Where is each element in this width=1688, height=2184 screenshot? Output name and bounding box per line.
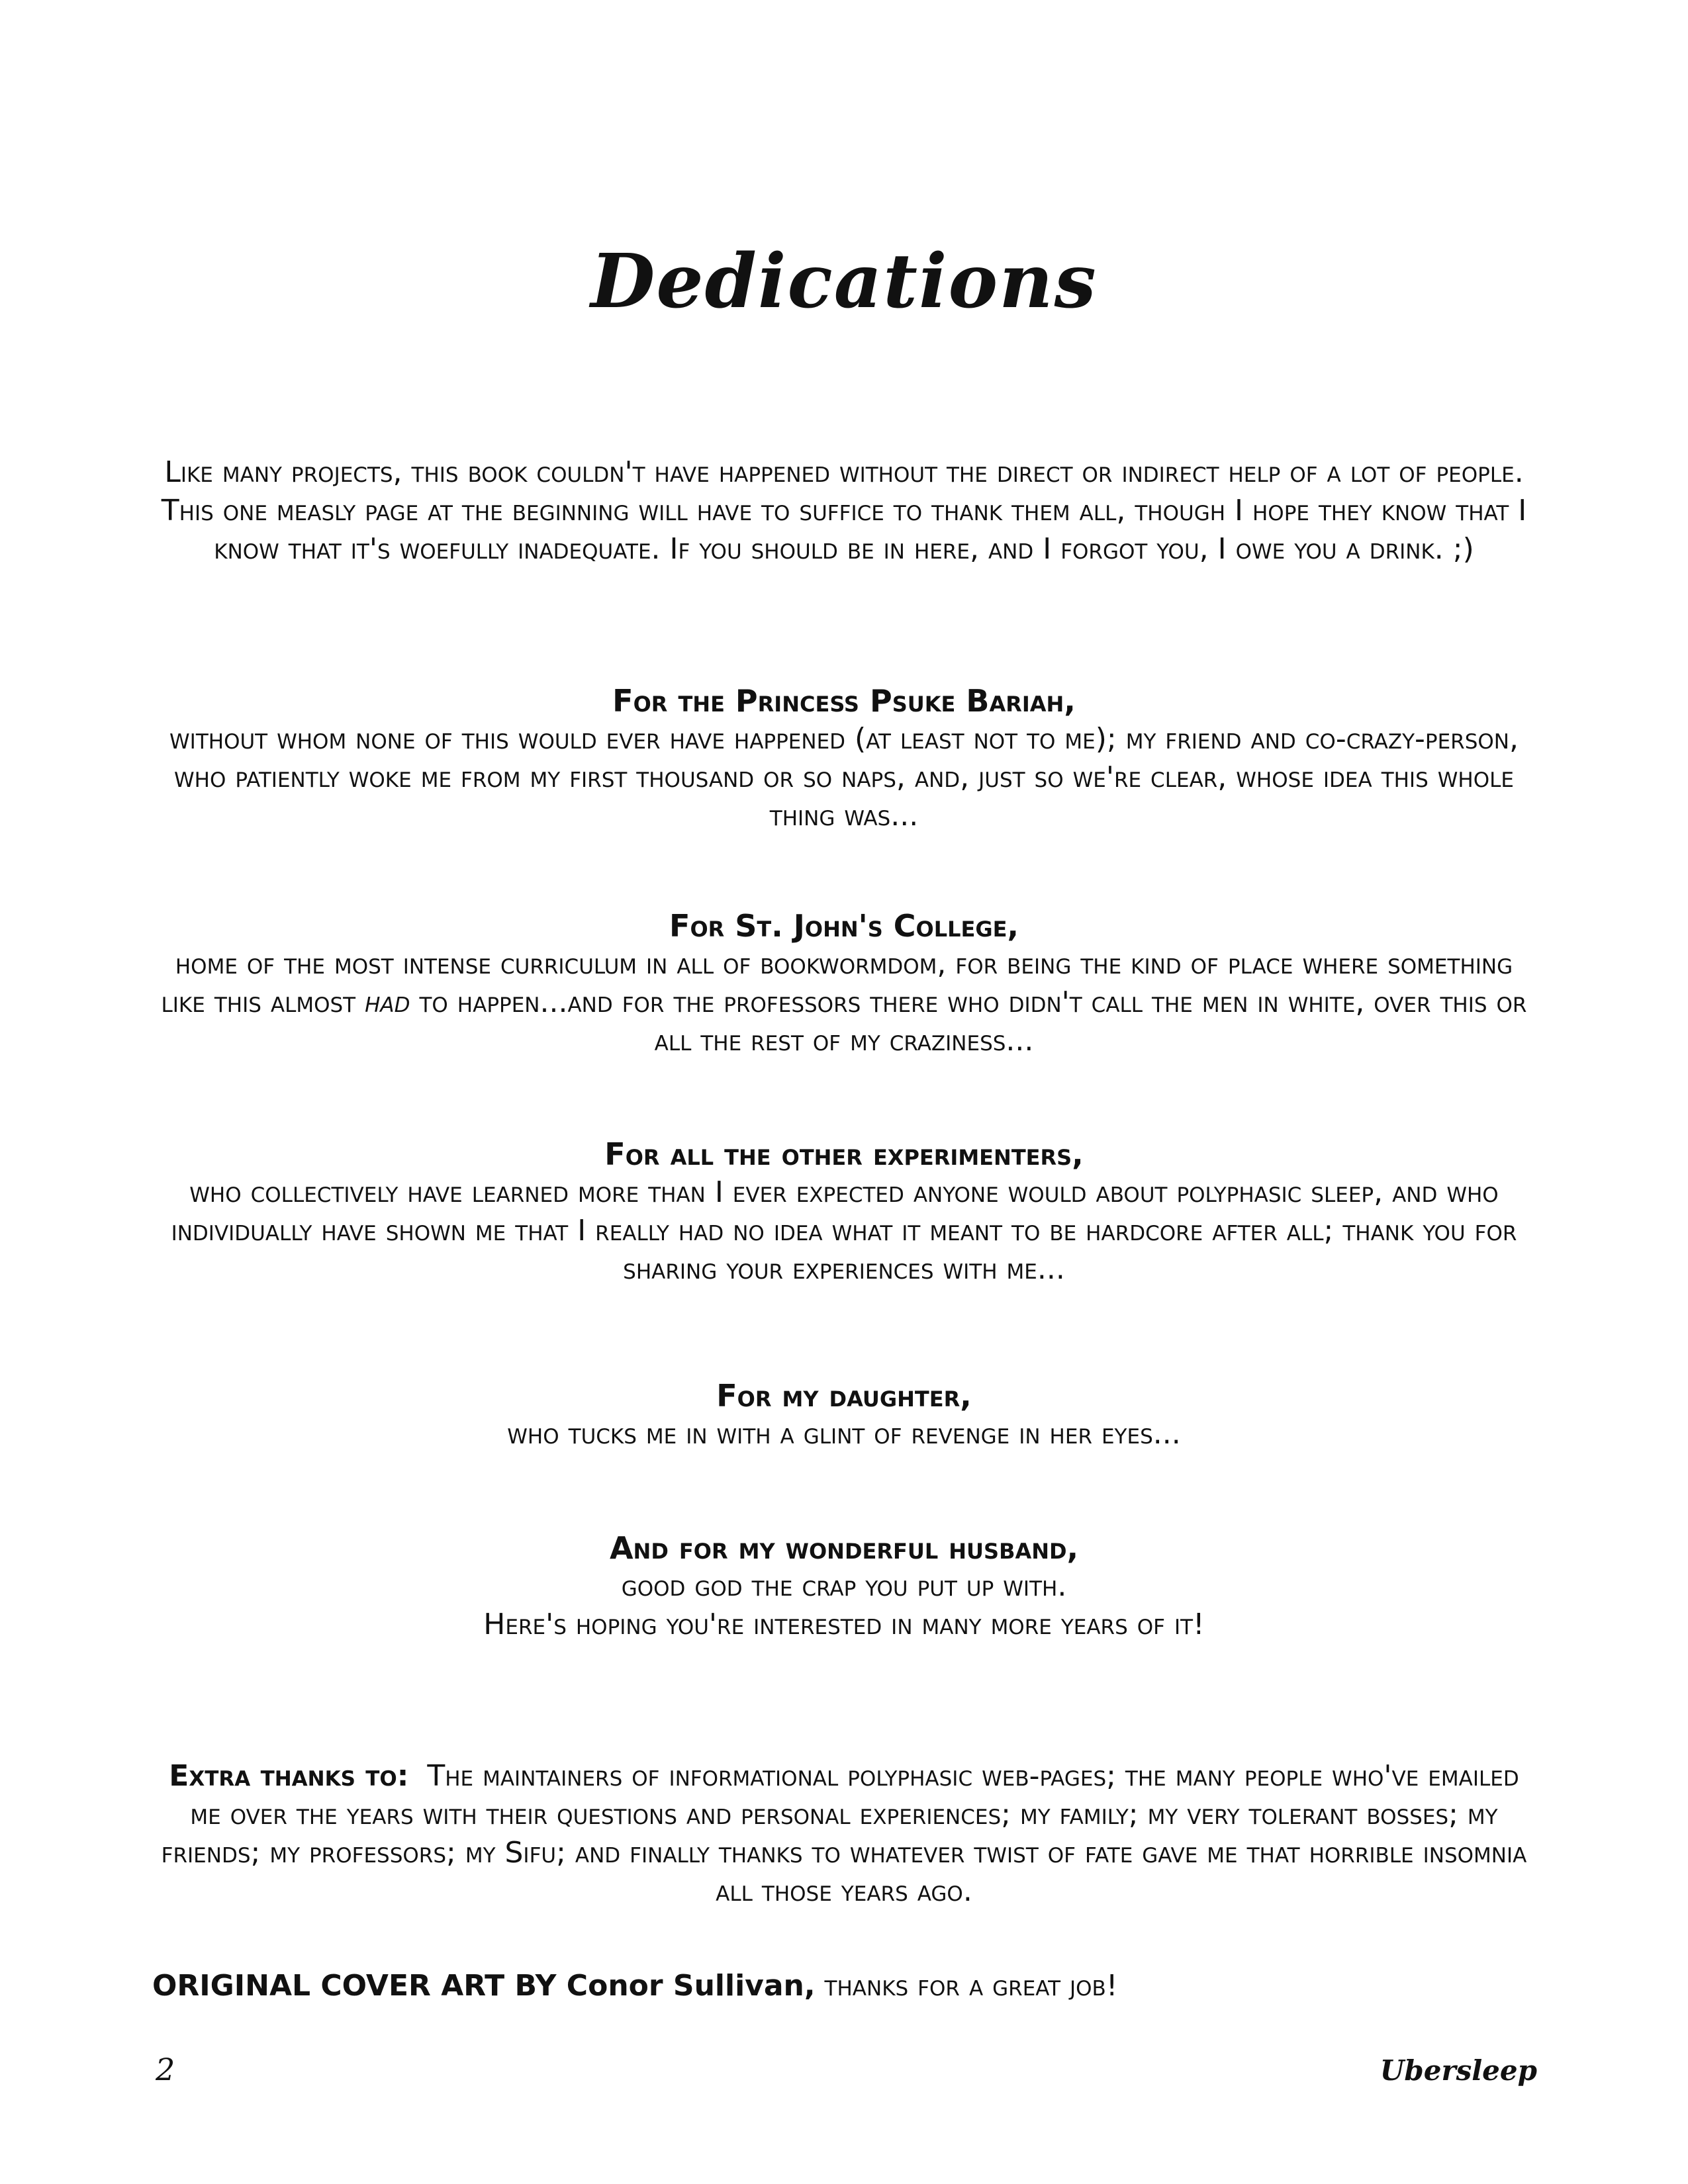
intro-paragraph: Like many projects, this book couldn't have happened without the direct or indirect help of a lot of people. This one measly page at the beginning will have to suffice to thank them all, though I hope they know that I know that it's woefully inadequate. If you should be in here, and I forgot you, I owe you a drink. ;): [161, 455, 1527, 566]
cover-art-label: ORIGINAL COVER ART BY Conor Sullivan,: [152, 1969, 816, 2003]
emphasis-text: had: [365, 985, 410, 1019]
dedication-body-line-2: Here's hoping you're interested in many more years of it!: [483, 1608, 1205, 1641]
dedication-husband: [152, 1529, 1536, 1644]
page-number: 2: [156, 2052, 175, 2087]
cover-art-text: thanks for a great job!: [815, 1969, 1118, 2003]
cover-art-credit: [152, 1967, 1542, 2005]
dedication-body-end: to happen...and for the professors there who didn't call the men in white, over this or all the rest of my craziness...: [410, 985, 1527, 1058]
extra-thanks: [152, 1757, 1536, 1911]
dedication-body-line-1: good god the crap you put up with.: [621, 1569, 1067, 1603]
dedication-heading: And for my wonderful husband,: [609, 1530, 1079, 1566]
dedication-heading: For the Princess Psuke Bariah,: [612, 683, 1076, 719]
dedication-body-start: home of the most intense curriculum in all of bookwormdom, for being the kind of place where something like this almost: [161, 947, 1513, 1019]
dedication-heading: For my daughter,: [716, 1378, 972, 1414]
dedication-heading: For all the other experimenters,: [604, 1136, 1084, 1172]
extra-thanks-text: The maintainers of informational polyphasic web-pages; the many people who've emailed me over the years with their questions and personal experiences; my family; my very tolerant bosses; my friends; my professors; my Sifu; and finally thanks to whatever twist of fate gave me that horrible insomnia all those years ago.: [161, 1759, 1536, 1908]
page-title: Dedications: [590, 238, 1098, 325]
extra-thanks-label: Extra thanks to:: [169, 1759, 409, 1793]
dedication-daughter: [152, 1377, 1536, 1453]
dedication-body: who tucks me in with a glint of revenge in her eyes...: [507, 1417, 1181, 1451]
dedication-body: [152, 945, 1536, 1060]
dedication-body: without whom none of this would ever have happened (at least not to me); my friend and co-crazy-person, who patiently woke me from my first thousand or so naps, and, just so we're clear, whose idea this whole thing was...: [169, 722, 1519, 833]
dedication-college: [152, 907, 1536, 1060]
dedication-experimenters: [152, 1135, 1536, 1289]
dedication-heading: For St. John's College,: [669, 908, 1019, 944]
footer-brand-logo: Ubersleep: [1380, 2054, 1537, 2087]
dedication-princess: [152, 682, 1536, 835]
dedication-body: who collectively have learned more than I ever expected anyone would about polyphasic sleep, and who individually have shown me that I really had no idea what it meant to be hardcore after all; thank you for sharing your experiences with me...: [171, 1175, 1517, 1286]
